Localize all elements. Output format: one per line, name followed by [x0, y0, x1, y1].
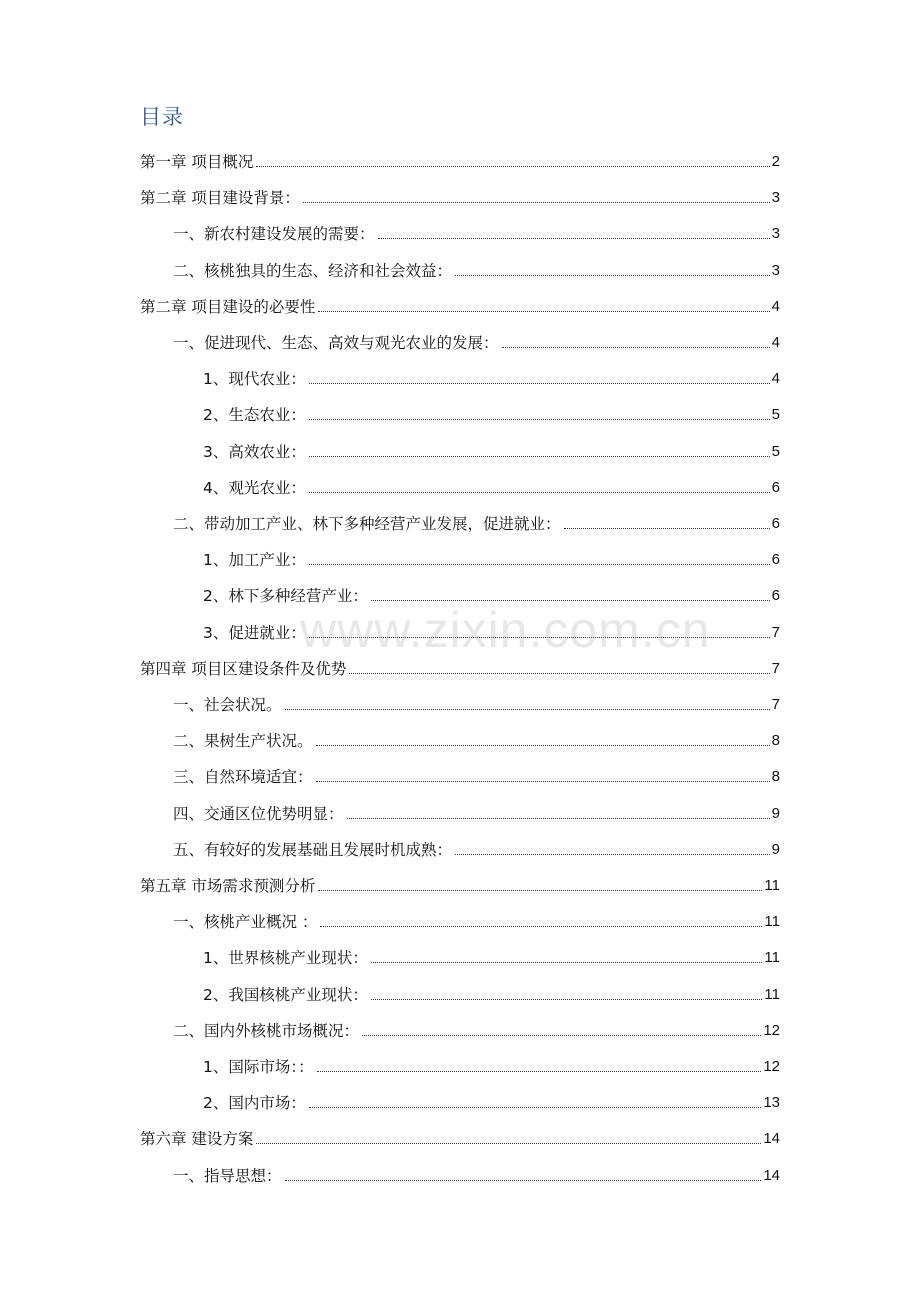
- toc-entry[interactable]: [173, 255, 780, 281]
- toc-page-number: 5: [771, 406, 780, 423]
- toc-page-number: 6: [771, 587, 780, 604]
- toc-entry-label: 3、促进就业：: [203, 624, 306, 642]
- toc-leader: [285, 709, 770, 710]
- toc-entry-label: 2、国内市场：: [203, 1094, 306, 1112]
- toc-entry-label: 一、促进现代、生态、高效与观光农业的发展：: [173, 334, 499, 352]
- toc-leader: [320, 926, 762, 927]
- toc-leader: [303, 202, 770, 203]
- watermark: www.zixin.com.cn: [300, 602, 711, 658]
- toc-page-number: 11: [764, 913, 780, 930]
- toc-entry[interactable]: [140, 291, 780, 317]
- toc-entry-label: 五、有较好的发展基础且发展时机成熟：: [173, 841, 453, 859]
- toc-entry[interactable]: [173, 1160, 780, 1186]
- toc-entry[interactable]: [203, 436, 780, 462]
- toc-page-number: 4: [771, 334, 780, 351]
- toc-page-number: 6: [771, 479, 780, 496]
- toc-entry[interactable]: [203, 617, 780, 643]
- toc-entry-label: 第二章 项目建设的必要性: [140, 298, 316, 316]
- toc-entry-label: 第五章 市场需求预测分析: [140, 877, 316, 895]
- toc-entry-label: 一、指导思想：: [173, 1167, 282, 1185]
- toc-entry-label: 第二章 项目建设背景：: [140, 189, 300, 207]
- toc-entry[interactable]: [173, 834, 780, 860]
- toc-leader: [318, 890, 762, 891]
- toc-entry-label: 一、核桃产业概况 ：: [173, 913, 318, 931]
- toc-leader: [371, 962, 763, 963]
- toc-leader: [256, 1143, 761, 1144]
- toc-page-number: 7: [771, 624, 780, 641]
- toc-entry[interactable]: [203, 363, 780, 389]
- toc-entry-label: 一、新农村建设发展的需要：: [173, 225, 375, 243]
- toc-entry[interactable]: [203, 1051, 780, 1077]
- toc-page-number: 11: [764, 986, 780, 1003]
- toc-entry[interactable]: [173, 218, 780, 244]
- toc-entry[interactable]: [203, 399, 780, 425]
- toc-page-number: 4: [771, 370, 780, 387]
- toc-entry-label: 三、自然环境适宜：: [173, 768, 313, 786]
- toc-entry-label: 二、国内外核桃市场概况：: [173, 1022, 360, 1040]
- toc-leader: [318, 311, 769, 312]
- toc-leader: [316, 781, 770, 782]
- toc-leader: [502, 347, 770, 348]
- toc-page-number: 7: [771, 696, 780, 713]
- toc-leader: [347, 818, 770, 819]
- toc-page-number: 3: [771, 189, 780, 206]
- toc-page-number: 12: [763, 1058, 780, 1075]
- toc-leader: [309, 456, 770, 457]
- toc-leader: [256, 166, 769, 167]
- toc-leader: [309, 564, 770, 565]
- toc-entry-label: 1、国际市场：：: [203, 1058, 314, 1076]
- toc-entry[interactable]: [203, 544, 780, 570]
- toc-entry[interactable]: [203, 580, 780, 606]
- toc-entry[interactable]: [203, 1087, 780, 1113]
- toc-page-number: 14: [763, 1130, 780, 1147]
- toc-entry[interactable]: [140, 1123, 780, 1149]
- toc-leader: [309, 419, 770, 420]
- toc-entry-label: 四、交通区位优势明显：: [173, 805, 344, 823]
- toc-leader: [317, 1071, 762, 1072]
- toc-leader: [309, 1107, 761, 1108]
- toc-leader: [455, 275, 770, 276]
- toc-leader: [349, 673, 769, 674]
- toc-page-number: 9: [771, 841, 780, 858]
- toc-entry[interactable]: [173, 327, 780, 353]
- toc-page-number: 2: [771, 153, 780, 170]
- toc-entry-label: 1、现代农业：: [203, 370, 306, 388]
- toc-entry[interactable]: [173, 725, 780, 751]
- toc-entry[interactable]: [173, 508, 780, 534]
- toc-entry-label: 二、核桃独具的生态、经济和社会效益：: [173, 262, 453, 280]
- toc-page-number: 9: [771, 805, 780, 822]
- toc-page-number: 3: [771, 262, 780, 279]
- toc-page-number: 3: [771, 225, 780, 242]
- toc-entry-label: 一、社会状况。: [173, 696, 282, 714]
- toc-leader: [378, 238, 770, 239]
- toc-entry-label: 4、观光农业：: [203, 479, 306, 497]
- toc-entry[interactable]: [140, 653, 780, 679]
- toc-entry[interactable]: [203, 472, 780, 498]
- toc-leader: [316, 745, 770, 746]
- toc-entry-label: 第一章 项目概况: [140, 153, 254, 171]
- toc-entry-label: 2、林下多种经营产业：: [203, 587, 368, 605]
- toc-page-number: 12: [763, 1022, 780, 1039]
- toc-page-number: 6: [771, 515, 780, 532]
- toc-entry-label: 2、我国核桃产业现状：: [203, 986, 368, 1004]
- toc-leader: [362, 1035, 761, 1036]
- toc-entry-label: 3、高效农业：: [203, 443, 306, 461]
- toc-page-number: 4: [771, 298, 780, 315]
- toc-leader: [309, 492, 770, 493]
- toc-page-number: 11: [764, 949, 780, 966]
- toc-page-number: 13: [763, 1094, 780, 1111]
- toc-leader: [371, 999, 763, 1000]
- toc-page-number: 6: [771, 551, 780, 568]
- toc-leader: [309, 637, 770, 638]
- toc-page-number: 14: [763, 1167, 780, 1184]
- toc-entry-label: 第六章 建设方案: [140, 1130, 254, 1148]
- toc-title: 目录: [140, 105, 184, 129]
- toc-page-number: 5: [771, 443, 780, 460]
- toc-entry[interactable]: [140, 182, 780, 208]
- toc-entry-label: 1、世界核桃产业现状：: [203, 949, 368, 967]
- toc-entry[interactable]: [203, 979, 780, 1005]
- toc-leader: [285, 1180, 762, 1181]
- toc-entry[interactable]: [173, 689, 780, 715]
- toc-leader: [564, 528, 770, 529]
- toc-page-number: 8: [771, 768, 780, 785]
- toc-entry[interactable]: [173, 798, 780, 824]
- toc-leader: [309, 383, 770, 384]
- toc-entry[interactable]: [173, 761, 780, 787]
- toc-page-number: 7: [771, 660, 780, 677]
- toc-entry-label: 2、生态农业：: [203, 406, 306, 424]
- toc-entry[interactable]: [140, 146, 780, 172]
- toc-page-number: 11: [764, 877, 780, 894]
- toc-entry[interactable]: [140, 870, 780, 896]
- toc-entry[interactable]: [203, 942, 780, 968]
- toc-leader: [455, 854, 770, 855]
- toc-entry-label: 1、加工产业：: [203, 551, 306, 569]
- toc-entry-label: 二、带动加工产业、林下多种经营产业发展，促进就业：: [173, 515, 561, 533]
- toc-page-number: 8: [771, 732, 780, 749]
- toc-entry-label: 第四章 项目区建设条件及优势: [140, 660, 347, 678]
- toc-entry[interactable]: [173, 906, 780, 932]
- toc-entry[interactable]: [173, 1015, 780, 1041]
- toc-entry-label: 二、果树生产状况。: [173, 732, 313, 750]
- toc-leader: [371, 600, 770, 601]
